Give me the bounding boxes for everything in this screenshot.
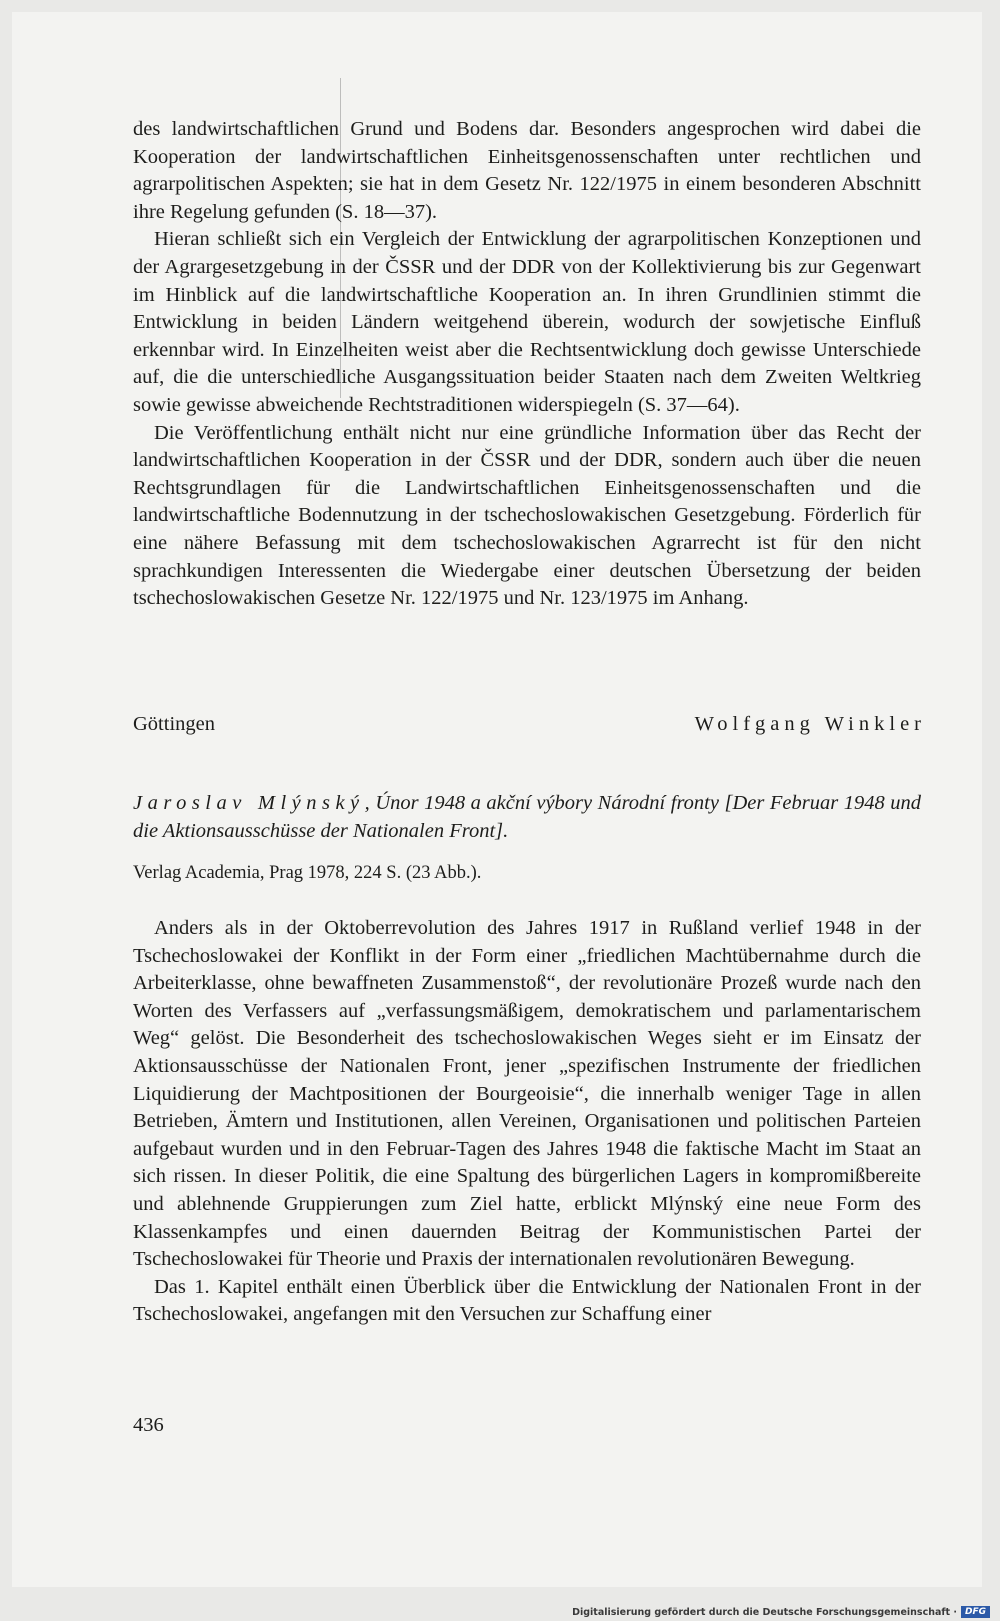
review-author: Jaroslav Mlýnský [133, 792, 365, 814]
signature-place: Göttingen [133, 713, 215, 735]
body-text-top [133, 116, 921, 613]
digitization-footer [572, 1606, 990, 1618]
footer-text: Digitalisierung gefördert durch die Deutsche Forschungsgemeinschaft · [572, 1606, 957, 1618]
paragraph: Die Veröffentlichung enthält nicht nur eine gründliche Information über das Recht der landwirtschaftlichen Kooperation in der ČSSR und der DDR, sondern auch über die neuen Rechtsgrundlagen für die Landwirtschaftlichen Einheitsgenossenschaften und die landwirtschaftliche Bodennutzung in der tschechoslowakischen Gesetzgebung. Förderlich für eine nähere Befassung mit dem tschechoslowakischen Agrarrecht ist für den nicht sprachkundigen Interessenten die Wiedergabe einer deutschen Übersetzung der beiden tschechoslowakischen Gesetze Nr. 122/1975 und Nr. 123/1975 im Anhang. [133, 421, 921, 610]
signature-author: Wolfgang Winkler [694, 713, 926, 735]
paragraph: Hieran schließt sich ein Vergleich der Entwicklung der agrarpolitischen Konzeptionen und der Agrargesetzgebung in der ČSSR und der DDR von der Kollektivierung bis zur Gegenwart im Hinblick auf die landwirtschaftliche Kooperation an. In ihren Grundlinien stimmt die Entwicklung in beiden Ländern weitgehend überein, wodurch der sowjetische Einfluß erkennbar wird. In Einzelheiten weist aber die Rechtsentwicklung doch gewisse Unterschiede auf, die die unterschiedliche Ausgangssituation beider Staaten nach dem Zweiten Weltkrieg sowie gewisse abweichende Rechtstraditionen widerspiegeln (S. 37—64). [133, 228, 921, 416]
review-publisher: Verlag Academia, Prag 1978, 224 S. (23 Abb.). [133, 863, 482, 883]
paragraph: Anders als in der Oktoberrevolution des Jahres 1917 in Rußland verlief 1948 in der Tschechoslowakei der Konflikt in der Form einer „friedlichen Machtübernahme durch die Arbeiterklasse, ohne bewaffneten Zusammenstoß“, der revolutionäre Prozeß wurde nach den Worten des Verfassers auf „verfassungsmäßigem, demokratischem und parlamentarischem Weg“ gelöst. Die Besonderheit des tschechoslowakischen Weges sieht er im Einsatz der Aktionsausschüsse der Nationalen Front, jener „spezifischen Instrumente der friedlichen Liquidierung der Machtpositionen der Bourgeoisie“, die innerhalb weniger Tage in allen Betrieben, Ämtern und Institutionen, allen Vereinen, Organisationen und politischen Parteien aufgebaut wurden und in den Februar-Tagen des Jahres 1948 die faktische Macht im Staat an sich rissen. In dieser Politik, die eine Spaltung des bürgerlichen Lagers in kompromißbereite und ablehnende Gruppierungen zum Ziel hatte, erblickt Mlýnský eine neue Form des Klassenkampfes und einen dauernden Beitrag der Kommunistischen Partei der Tschechoslowakei für Theorie und Praxis der internationalen revolutionären Bewegung. [133, 917, 921, 1271]
body-text-bottom [133, 915, 921, 1329]
paragraph: Das 1. Kapitel enthält einen Überblick über die Entwicklung der Nationalen Front in der Tschechoslowakei, angefangen mit den Versuchen zur Schaffung einer [133, 1275, 921, 1326]
dfg-logo: DFG [961, 1606, 990, 1618]
review-heading [133, 789, 921, 845]
review-book-title: , Únor 1948 a akční výbory Národní fronty [Der Februar 1948 und die Aktionsausschüsse der Nationalen Front]. [133, 792, 921, 842]
review-signature [133, 710, 926, 738]
page-number: 436 [133, 1414, 164, 1436]
paragraph: des landwirtschaftlichen Grund und Bodens dar. Besonders angesprochen wird dabei die Kooperation der landwirtschaftlichen Einheitsgenossenschaften unter rechtlichen und agrarpolitischen Aspekten; sie hat in dem Gesetz Nr. 122/1975 in einem besonderen Abschnitt ihre Regelung gefunden (S. 18—37). [133, 118, 921, 223]
